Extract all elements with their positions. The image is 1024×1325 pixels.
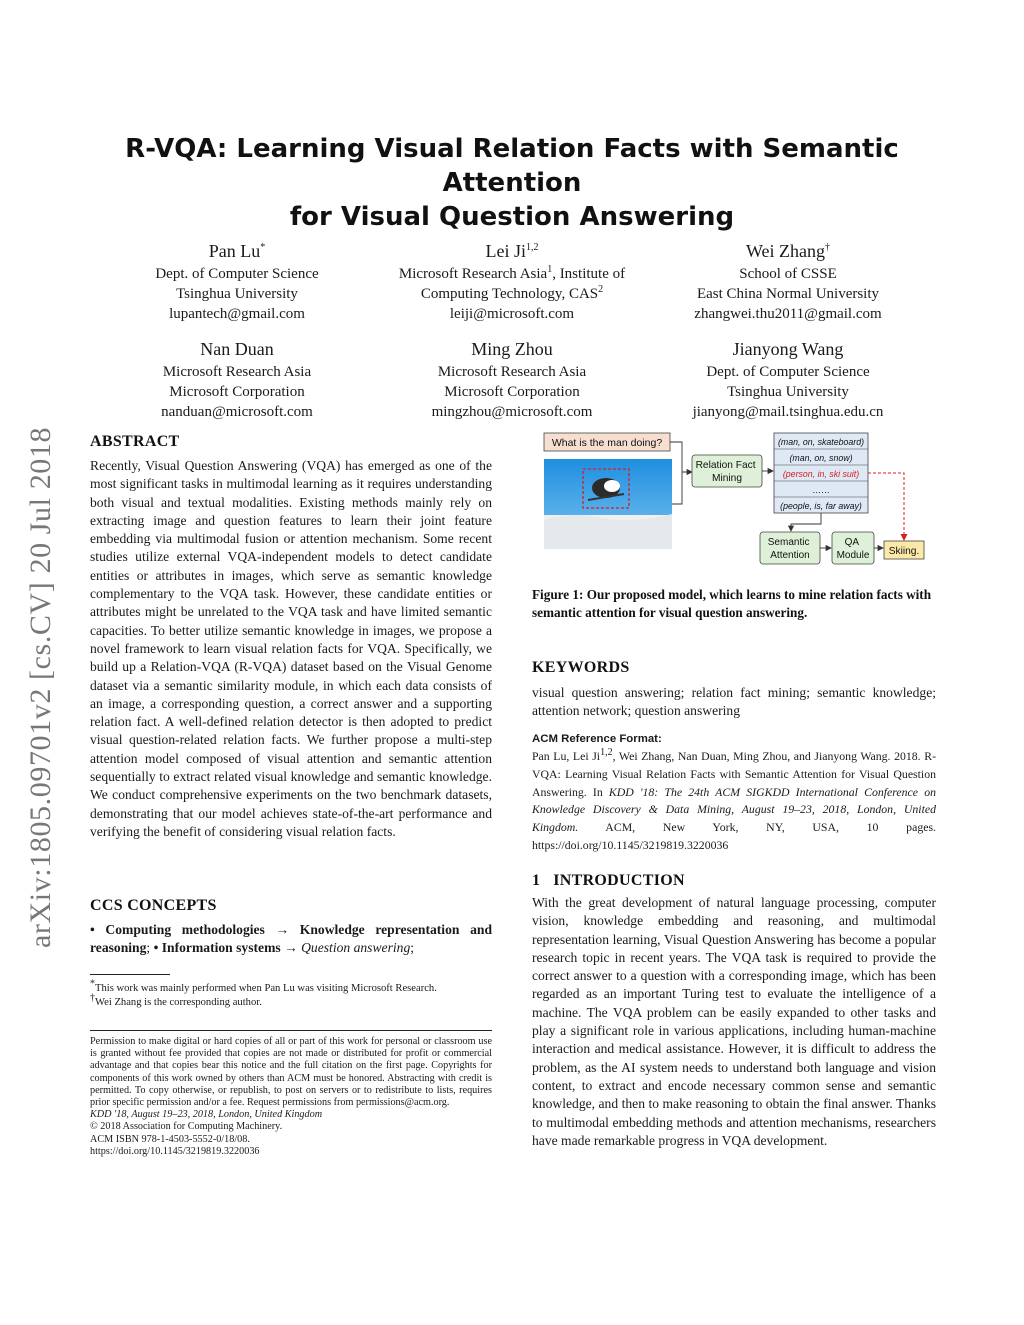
acm-reference-text: Pan Lu, Lei Ji$^{1,2}$, Wei Zhang, Nan Duan, Ming Zhou, and Jianyong Wang. 2018. R-VQA: Learning Visual Relation Facts with Semantic Attention for Visual Question Answering. In KDD '18: The 24th ACM SIGKDD International Conference on Knowledge Discovery & Data Mining, August 19–23, 2018, London, United Kingdom. ACM, New York, NY, USA, 10 pages. https://doi.org/10.1145/3219819.3220036 [532,747,937,852]
fact-item: (people, is, far away) [780,501,862,511]
footnote: †Wei Zhang is the corresponding author. [90,992,262,1008]
footnote-rule [90,974,170,975]
permission-text: Permission to make digital or hard copies of all or part of this work for personal or classroom use is granted without fee provided that copies are not made or distributed for profit or commercial advantage and that copies bear this notice and the full citation on the first page. Copyrights for components of this work owned by others than ACM must be honored. Abstracting with credit is permitted. To copy otherwise, or republish, to post on servers or to redistribute to lists, requires prior specific permission and/or a fee. Request permissions from permissions@acm.org. [90,1036,492,1109]
answer-label: Skiing. [888,546,920,557]
author-affiliation: Microsoft Research Asia [162,364,312,380]
author-block [132,238,342,324]
semantic-attention-label: Semantic Attention [767,537,810,561]
author-name: Lei Ji$^{1,2}$ [485,241,539,261]
author-name: Wei Zhang† [745,241,831,261]
author-block [392,336,632,422]
permission-rule [90,1030,492,1031]
introduction-heading: 1 INTRODUCTION [532,872,685,889]
author-affiliation: Microsoft Corporation [169,384,305,400]
relation-facts-list [774,433,868,513]
author-affiliation: School of CSSE [739,266,837,282]
author-affiliation: Tsinghua University [176,286,298,302]
arxiv-stamp: arXiv:1805.09701v2 [cs.CV] 20 Jul 2018 [24,426,57,948]
isbn-line: ACM ISBN 978-1-4503-5552-0/18/08. [90,1133,250,1145]
ccs-concepts: • Computing methodologies → Knowledge representation and reasoning; • Information systems → Question answering; [90,922,492,956]
footnote: *This work was mainly performed when Pan Lu was visiting Microsoft Research. [90,978,437,994]
title-line-2: for Visual Question Answering [289,202,735,232]
author-affiliation: Microsoft Research Asia$^1$, Institute of [398,264,626,282]
abstract-heading: ABSTRACT [90,433,180,450]
title-line-1: R-VQA: Learning Visual Relation Facts with Semantic Attention [125,134,899,198]
author-affiliation: Dept. of Computer Science [155,266,319,282]
author-name: Nan Duan [200,339,274,359]
fact-item-highlighted: (person, in, ski suit) [782,469,860,479]
permission-block [90,1036,492,1158]
author-name: Jianyong Wang [732,339,844,359]
keywords-text: visual question answering; relation fact mining; semantic knowledge; attention network; question answering [532,685,936,719]
abstract-text: Recently, Visual Question Answering (VQA) has emerged as one of the most significant tasks in multimodal learning as it requires understanding both visual and textual modalities. Existing methods mainly rely on extracting image and question features to learn their joint feature embedding via multimodal fusion or attention mechanism. Some recent studies utilize external VQA-independent models to detect candidate entities or attributes in images, which serve as semantic knowledge complementary to the VQA task. However, these candidate entities or attributes might be unrelated to the VQA task and have limited semantic capacities. To better utilize semantic knowledge in images, we propose a novel framework to learn visual relation facts for VQA. Specifically, we build up a Relation-VQA (R-VQA) dataset based on the Visual Genome dataset via a semantic similarity module, in which each data consists of an image, a corresponding question, a correct answer and a supporting relation fact. A well-defined relation detector is then adopted to predict visual question-related relation facts. We further propose a multi-step attention model composed of visual attention and semantic attention sequentially to extract related visual knowledge and semantic knowledge. We conduct comprehensive experiments on the two benchmark datasets, demonstrating that our model achieves state-of-the-art performance and verifying the benefit of considering visual relation facts. [90,458,492,839]
author-email: mingzhou@microsoft.com [431,404,593,420]
keywords-heading: KEYWORDS [532,659,630,676]
author-email: nanduan@microsoft.com [161,404,313,420]
author-block [662,336,914,422]
ccs-heading: CCS CONCEPTS [90,897,217,914]
author-affiliation: Tsinghua University [727,384,849,400]
author-affiliation: East China Normal University [696,286,880,302]
fact-item: (man, on, snow) [789,453,853,463]
author-name: Pan Lu* [208,241,266,261]
author-block [672,238,904,324]
conference-line: KDD '18, August 19–23, 2018, London, United Kingdom [90,1109,323,1121]
question-label: What is the man doing? [551,437,663,449]
figure-1-diagram [532,428,936,576]
relation-mining-label: Relation Fact Mining [695,460,756,484]
author-email: zhangwei.thu2011@gmail.com [694,306,882,322]
author-name: Ming Zhou [471,339,553,359]
author-email: jianyong@mail.tsinghua.edu.cn [692,404,884,420]
author-affiliation: Microsoft Corporation [444,384,580,400]
introduction-text: With the great development of natural language processing, computer vision, knowledge embedding and reasoning, and multimodal representation learning, Visual Question Answering has become a popular research topic in recent years. The VQA task is required to provide the correct answer to a question with a corresponding image, which has been regarded as an important Turing test to evaluate the intelligence of a machine. The VQA problem can be easily expanded to other tasks and play a significant role in various applications, including human-machine interaction and medical assistance. However, it is difficult to address the problem, as the AI system needs to understand both language and vision content, to extract and encode necessary common sense and semantic knowledge, and then to make reasoning to obtain the final answer. Thanks to multimodal embedding methods and attention mechanisms, researchers have made remarkable progress in VQA development. [532,895,936,1148]
doi-line: https://doi.org/10.1145/3219819.3220036 [90,1145,260,1157]
copyright-line: © 2018 Association for Computing Machinery. [90,1121,283,1133]
author-affiliation: Computing Technology, CAS$^2$ [420,284,604,302]
author-affiliation: Microsoft Research Asia [437,364,587,380]
ski-photo [544,459,672,549]
qa-module-label: QA Module [836,537,870,561]
fact-item: (man, on, skateboard) [777,437,865,447]
author-email: leiji@microsoft.com [449,306,575,322]
figure-1-caption: Figure 1: Our proposed model, which learns to mine relation facts with semantic attention for visual question answering. [532,587,932,620]
author-block [132,336,342,422]
acm-reference-heading: ACM Reference Format: [532,733,662,745]
fact-item: …… [812,485,830,495]
author-email: lupantech@gmail.com [169,306,305,322]
author-block [372,238,652,324]
author-affiliation: Dept. of Computer Science [706,364,870,380]
paper-title [60,132,964,234]
footnotes [90,978,492,1010]
